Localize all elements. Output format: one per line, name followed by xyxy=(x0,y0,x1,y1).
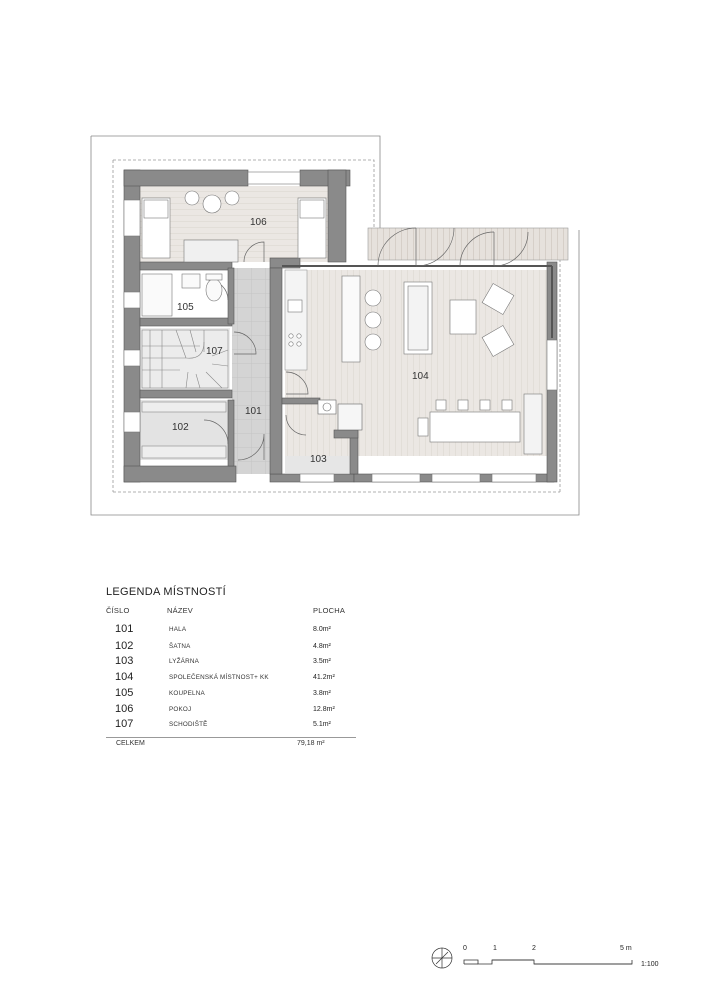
legend-room-name: SCHODIŠTĚ xyxy=(169,721,208,728)
room-label-105: 105 xyxy=(177,302,194,313)
legend-room-name: POKOJ xyxy=(169,706,192,713)
room-legend xyxy=(106,586,356,747)
room-label-103: 103 xyxy=(310,454,327,465)
legend-room-number: 104 xyxy=(115,671,134,683)
legend-room-area: 3.5m² xyxy=(313,658,331,665)
legend-room-number: 103 xyxy=(115,655,134,667)
legend-room-name: LYŽÁRNA xyxy=(169,658,199,665)
legend-row xyxy=(106,718,356,733)
legend-room-number: 101 xyxy=(115,623,134,635)
legend-row xyxy=(106,703,356,718)
north-arrow-icon xyxy=(432,948,452,968)
legend-room-area: 4.8m² xyxy=(313,643,331,650)
legend-room-number: 102 xyxy=(115,640,134,652)
room-label-107: 107 xyxy=(206,346,223,357)
legend-header-area: PLOCHA xyxy=(313,606,346,615)
scale-tick-0: 0 xyxy=(463,945,467,952)
legend-row xyxy=(106,655,356,670)
floor-107 xyxy=(140,328,230,390)
legend-header-name: NÁZEV xyxy=(167,606,194,615)
legend-room-area: 41.2m² xyxy=(313,674,335,681)
room-label-104: 104 xyxy=(412,371,429,382)
kitchen-strip xyxy=(285,270,307,370)
room-label-101: 101 xyxy=(245,406,262,417)
scale-ratio: 1:100 xyxy=(641,961,659,968)
room-label-102: 102 xyxy=(172,422,189,433)
scale-tick-2: 2 xyxy=(532,945,536,952)
legend-header-number: ČÍSLO xyxy=(106,606,130,615)
legend-room-area: 8.0m² xyxy=(313,626,331,633)
scale-bar xyxy=(430,940,690,980)
room-label-106: 106 xyxy=(250,217,267,228)
legend-room-name: HALA xyxy=(169,626,187,633)
legend-room-number: 107 xyxy=(115,718,134,730)
scale-ruler xyxy=(464,960,632,964)
legend-title: LEGENDA MÍSTNOSTÍ xyxy=(106,586,227,598)
legend-room-name: ŠATNA xyxy=(169,643,191,650)
legend-row xyxy=(106,623,356,638)
legend-room-number: 105 xyxy=(115,687,134,699)
legend-total-divider xyxy=(106,737,356,738)
scale-graphic xyxy=(430,940,690,980)
scale-tick-1: 1 xyxy=(493,945,497,952)
legend-room-area: 3.8m² xyxy=(313,690,331,697)
legend-row xyxy=(106,671,356,686)
legend-room-number: 106 xyxy=(115,703,134,715)
legend-row xyxy=(106,687,356,702)
legend-total-label: CELKEM xyxy=(116,740,145,747)
legend-room-name: SPOLEČENSKÁ MÍSTNOST+ KK xyxy=(169,674,269,681)
legend-total-value: 79,18 m² xyxy=(297,740,325,747)
legend-row xyxy=(106,640,356,655)
legend-room-area: 5.1m² xyxy=(313,721,331,728)
legend-room-area: 12.8m² xyxy=(313,706,335,713)
legend-room-name: KOUPELNA xyxy=(169,690,205,697)
scale-tick-5m: 5 m xyxy=(620,945,632,952)
